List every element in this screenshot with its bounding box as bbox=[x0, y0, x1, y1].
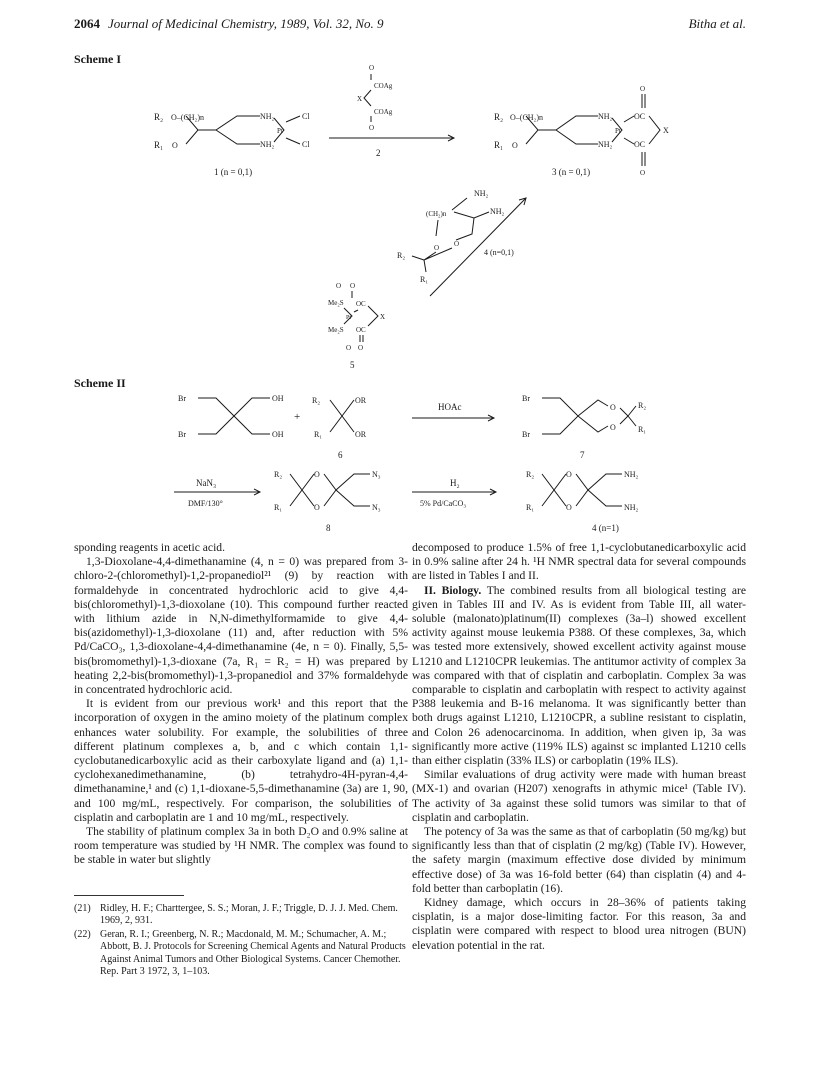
cmpd4-r1: R₁ bbox=[420, 275, 429, 284]
cmpd5-oc-bottom: OC bbox=[356, 326, 366, 334]
cmpd3-r1: R₁ bbox=[494, 140, 504, 150]
reagent-h2: H₂ bbox=[450, 478, 460, 488]
diol-br-bottom: Br bbox=[178, 430, 186, 439]
compound-1-structure bbox=[154, 112, 310, 177]
left-paragraph-2: 1,3-Dioxolane-4,4-dimethanamine (4, n = 0) was prepared from 3-chloro-2-(chloromethyl)-1,2-propanediol²¹ (9) by reaction with formaldehyde in concentrated hydrochloric acid to give 4,4-bis(chloromethyl)-1,3-dioxolane (10). This compound further reacted with lithium azide in N,N-dimethylformamide to give 4,4-bis(azidomethyl)-1,3-dioxolane (11) and, after reduction with 5% Pd/CaCO₃, 1,3-dioxolane-4,4-dimethanamine (4e, n = 0). Finally, 5,5-bis(bromomethyl)-1,3-dioxane (7a, R₁ = R₂ = H) was prepared by heating 2,2-bis(bromomethyl)-1,3-propanediol and 37% formaldehyde in concentrated hydrochloric acid. bbox=[74, 555, 408, 697]
compound-7-structure bbox=[522, 394, 646, 460]
right-column bbox=[412, 541, 746, 953]
compound-1-label: 1 (n = 0,1) bbox=[214, 167, 253, 177]
scheme-1-label: Scheme I bbox=[74, 52, 121, 66]
reference-21 bbox=[74, 903, 408, 928]
cmpd6-or-top: OR bbox=[355, 396, 367, 405]
compound-6-structure bbox=[312, 396, 367, 460]
cmpd3-oc-bottom: OC bbox=[634, 140, 646, 149]
cmpd8-o-bottom: O bbox=[314, 503, 320, 512]
diol-br-top: Br bbox=[178, 394, 186, 403]
cmpd5-x: X bbox=[380, 313, 386, 321]
cmpd4n1-r2: R₂ bbox=[526, 470, 535, 479]
reference-number: (22) bbox=[74, 928, 91, 940]
cmpd3-o: O bbox=[512, 141, 518, 150]
cmpd4n1-nh2-top: NH₂ bbox=[624, 470, 639, 479]
cmpd8-n3-bottom: N₃ bbox=[372, 503, 381, 512]
right-paragraph-4: The potency of 3a was the same as that of carboplatin (50 mg/kg) but significantly less than that of cisplatin (2 mg/kg) (Table IV). However, the safety margin (maximum effective dose divided by minimum effective dose) of 3a was 16-fold better (64) than cisplatin (4) and 4-fold better than carboplatin (16). bbox=[412, 825, 746, 895]
biology-text: The combined results from all biological testing are given in Tables III and IV. As is evident from Table III, all water-soluble (malonato)platinum(II) complexes (3a–l) showed excellent activity against mouse leukemia P388. Of these complexes, 3a, which was tested more extensively, showed excellent activity against mouse L1210 and L1210CPR leukemias. The antitumor activity of complex 3a was compared with that of cisplatin and carboplatin. Complex 3a was comparable to cisplatin and carboplatin with respect to activity against P388 leukemia and B-16 melanoma. It was significantly better than both drugs against L1210, L1210CPR, a subline resistant to cisplatin, and Colon 26 adenocarcinoma. In addition, when given ip, 3a was significantly more active (119% ILS) against sc implanted L1210 cells than either cisplatin (33% ILS) or carboplatin (19% ILS). bbox=[412, 583, 746, 768]
cmpd3-nh2-top: NH₂ bbox=[598, 112, 613, 121]
scheme-2-figure bbox=[74, 386, 746, 536]
scheme-2-label: Scheme II bbox=[74, 376, 126, 390]
cmpd8-o-top: O bbox=[314, 470, 320, 479]
reagent-o-bottom: O bbox=[369, 124, 375, 132]
cmpd3-o-bottom: O bbox=[640, 169, 646, 177]
reagent-nan3: NaN₃ bbox=[196, 478, 217, 488]
cmpd5-o-top-2: O bbox=[350, 282, 356, 290]
references bbox=[74, 903, 408, 979]
right-paragraph-2 bbox=[412, 584, 746, 769]
cmpd4n1-r1: R₁ bbox=[526, 503, 535, 512]
cmpd3-oc-top: OC bbox=[634, 112, 646, 121]
compound-6-label: 6 bbox=[338, 450, 343, 460]
diol-oh-bottom: OH bbox=[272, 430, 284, 439]
cmpd1-nh2-bottom: NH₂ bbox=[260, 140, 275, 149]
compound-8-label: 8 bbox=[326, 523, 331, 533]
cmpd1-r2: R₂ bbox=[154, 112, 164, 122]
compound-3-label: 3 (n = 0,1) bbox=[552, 167, 591, 177]
cmpd4n1-o-bottom: O bbox=[566, 503, 572, 512]
reference-22 bbox=[74, 929, 408, 979]
cmpd3-o-chain: O–(CH₂)n bbox=[510, 113, 544, 122]
cmpd1-cl-top: Cl bbox=[302, 112, 310, 121]
cmpd4-nh2-top: NH₂ bbox=[474, 189, 489, 198]
running-header bbox=[74, 16, 746, 34]
cmpd5-me2s-top: Me₂S bbox=[328, 299, 344, 307]
cmpd3-r2: R₂ bbox=[494, 112, 504, 122]
reagent-pd: 5% Pd/CaCO₃ bbox=[420, 499, 467, 508]
diol-oh-top: OH bbox=[272, 394, 284, 403]
cmpd7-r2: R₂ bbox=[638, 401, 647, 410]
cmpd3-pt: Pt bbox=[615, 127, 621, 135]
reagent-hoac: HOAc bbox=[438, 402, 462, 412]
scheme-1-figure bbox=[74, 60, 746, 375]
cmpd7-br-bottom: Br bbox=[522, 430, 530, 439]
cmpd1-cl-bottom: Cl bbox=[302, 140, 310, 149]
cmpd8-r2: R₂ bbox=[274, 470, 283, 479]
cmpd7-o-top: O bbox=[610, 403, 616, 412]
compound-5-structure bbox=[328, 282, 385, 370]
reference-text: Geran, R. I.; Greenberg, N. R.; Macdonald, M. M.; Schumacher, A. M.; Abbott, B. J. Protocols for Screening Chemical Agents and Natural Products Against Animal Tumors and Other Biological Systems. Cancer Chemother. Rep. Part 3 1972, 3, 1–103. bbox=[100, 928, 406, 978]
cmpd5-pt: Pt bbox=[346, 315, 352, 321]
compound-3-structure bbox=[494, 85, 669, 177]
cmpd5-me2s-bottom: Me₂S bbox=[328, 326, 344, 334]
cmpd8-n3-top: N₃ bbox=[372, 470, 381, 479]
cmpd1-r1: R₁ bbox=[154, 140, 164, 150]
cmpd7-o-bottom: O bbox=[610, 423, 616, 432]
reagent-coag-bottom: COAg bbox=[374, 108, 393, 116]
plus-sign: + bbox=[294, 411, 301, 423]
cmpd5-oc-top: OC bbox=[356, 300, 366, 308]
cmpd5-o-bottom-1: O bbox=[346, 344, 352, 352]
reagent-coag-top: COAg bbox=[374, 82, 393, 90]
compound-4-n1-structure bbox=[526, 470, 639, 533]
cmpd6-or-bottom: OR bbox=[355, 430, 367, 439]
right-paragraph-3: Similar evaluations of drug activity were made with human breast (MX-1) and ovarian (H207) xenografts in athymic mice¹ (Table IV). The activity of 3a against these solid tumors was similar to that of cisplatin and carboplatin. bbox=[412, 768, 746, 824]
compound-4-n1-label: 4 (n=1) bbox=[592, 523, 619, 533]
biology-heading: II. Biology. bbox=[424, 583, 482, 597]
left-paragraph-4: The stability of platinum complex 3a in both D₂O and 0.9% saline at room temperature was studied by ¹H NMR. The complex was found to be stable in water but slightly bbox=[74, 825, 408, 867]
cmpd4-o-left: O bbox=[434, 244, 440, 252]
reagent-2-structure bbox=[357, 64, 393, 132]
footnote-rule bbox=[74, 895, 184, 896]
cmpd6-r2: R₂ bbox=[312, 396, 321, 405]
cmpd6-r1: R₁ bbox=[314, 430, 323, 439]
compound-5-label: 5 bbox=[350, 360, 355, 370]
cmpd3-o-top: O bbox=[640, 85, 646, 93]
cmpd1-pt: Pt bbox=[277, 127, 283, 135]
reference-number: (21) bbox=[74, 903, 91, 914]
reagent-o-top: O bbox=[369, 64, 375, 72]
diol-structure bbox=[178, 394, 284, 439]
left-paragraph-3: It is evident from our previous work¹ and this report that the incorporation of oxygen in the amino moiety of the platinum complex enhances water solubility. For example, the solubilities of three different platinum complexes a, b, and c which contain 1,1-cyclobutanedicarboxylic acid as their carboxylate ligand and (a) 1,1-cyclohexanedimethanamine, (b) tetrahydro-4H-pyran-4,4-dimethanamine,¹ and (c) 1,1-dioxane-5,5-dimethanamine (3a) are 1, 90, and 100 mg/mL, respectively. For comparison, the solubilities of cisplatin and carboplatin are 1 and 10 mg/mL, respectively. bbox=[74, 697, 408, 824]
cmpd4-ch2n: (CH₂)n bbox=[426, 210, 447, 218]
journal-citation: Journal of Medicinal Chemistry, 1989, Vol. 32, No. 9 bbox=[108, 16, 384, 31]
cmpd4-nh2-side: NH₂ bbox=[490, 207, 505, 216]
cmpd7-br-top: Br bbox=[522, 394, 530, 403]
reagent-2-label: 2 bbox=[376, 148, 381, 158]
left-paragraph-1: sponding reagents in acetic acid. bbox=[74, 541, 225, 554]
cmpd8-r1: R₁ bbox=[274, 503, 283, 512]
cmpd1-nh2-top: NH₂ bbox=[260, 112, 275, 121]
compound-7-label: 7 bbox=[580, 450, 585, 460]
cmpd3-nh2-bottom: NH₂ bbox=[598, 140, 613, 149]
cmpd5-o-bottom-2: O bbox=[358, 344, 364, 352]
right-paragraph-5: Kidney damage, which occurs in 28–36% of patients taking cisplatin, is a major dose-limiting factor. For this reason, 3a and cisplatin were compared with respect to blood urea nitrogen (BUN) elevation potential in the rat. bbox=[412, 896, 746, 952]
cmpd5-o-top-1: O bbox=[336, 282, 342, 290]
compound-4-label: 4 (n=0,1) bbox=[484, 248, 514, 257]
reagent-x: X bbox=[357, 95, 363, 103]
cmpd4n1-o-top: O bbox=[566, 470, 572, 479]
cmpd1-o: O bbox=[172, 141, 178, 150]
cmpd7-r1: R₁ bbox=[638, 425, 647, 434]
cmpd3-x: X bbox=[663, 126, 669, 135]
cmpd4-o-right: O bbox=[454, 240, 460, 248]
cmpd4n1-nh2-bottom: NH₂ bbox=[624, 503, 639, 512]
left-column bbox=[74, 541, 408, 868]
compound-8-structure bbox=[274, 470, 381, 533]
cmpd4-r2: R₂ bbox=[397, 251, 406, 260]
reference-text: Ridley, H. F.; Charttergee, S. S.; Moran, J. F.; Triggle, D. J. J. Med. Chem. 1969, 2, 931. bbox=[100, 903, 398, 927]
right-paragraph-1: decomposed to produce 1.5% of free 1,1-cyclobutanedicarboxylic acid in 0.9% saline after 24 h. ¹H NMR spectral data for several compounds are listed in Tables I and II. bbox=[412, 541, 746, 583]
reagent-dmf: DMF/130° bbox=[188, 499, 223, 508]
page-number: 2064 bbox=[74, 16, 100, 31]
running-authors: Bitha et al. bbox=[688, 16, 746, 31]
cmpd1-o-chain: O–(CH₂)n bbox=[171, 113, 205, 122]
